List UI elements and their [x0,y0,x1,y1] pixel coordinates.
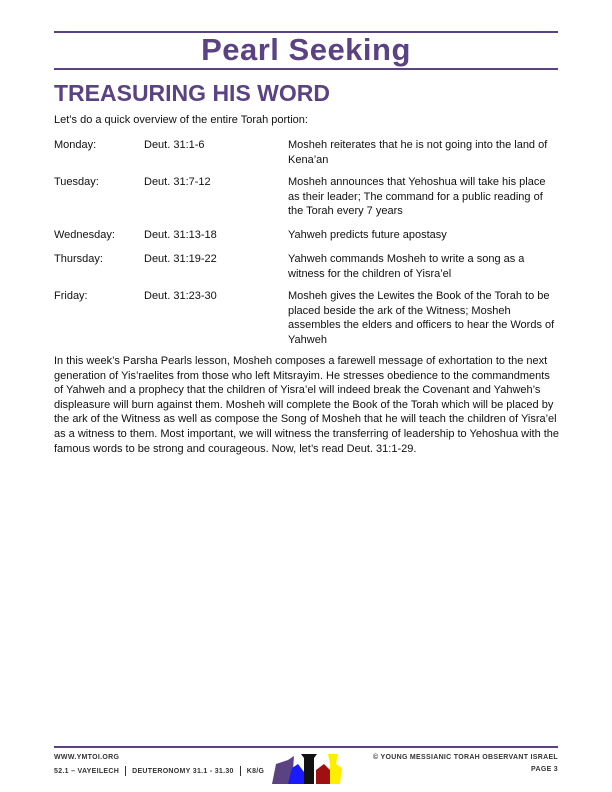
day: Thursday: [54,253,103,265]
page-title: Pearl Seeking [201,32,411,67]
description: Yahweh predicts future apostasy [288,229,447,241]
intro-text: Let’s do a quick overview of the entire Torah portion: [54,114,308,126]
description: Yahweh commands Mosheh to write a song as a witness for the children of Yisra’el [288,253,525,280]
day: Monday: [54,139,97,151]
reference: Deut. 31:23-30 [144,290,217,302]
footer-info [54,766,264,776]
reference: Deut. 31:7-12 [144,176,211,188]
description: Mosheh reiterates that he is not going into the land of Kena’an [288,139,548,166]
description: Mosheh gives the Lewites the Book of the Torah to be placed beside the ark of the Witness; Mosheh assembles the elders and officers to hear the Words of Yahweh [288,290,555,346]
footer-page: PAGE 3 [531,766,558,773]
lesson-paragraph: In this week’s Parsha Pearls lesson, Mosheh composes a farewell message of exhortation to the next generation of Yis’raelites from those who left Mitsrayim. He stresses obedience to the commandments of Yahweh and a prophecy that the children of Yisra’el will indeed break the Covenant and Yahweh’s displeasure will burn against them. Mosheh will complete the Book of the Torah which will be placed by the ark of the Witness as well as compose the Song of Mosheh that he will teach the children of Yisra’el as a witness to them. Most important, we will witness the transferring of leadership to Yehoshua with the famous words to be strong and courageous. Now, let’s read Deut. 31:1-29. [54,355,560,455]
schedule-row [54,138,558,167]
footer-parsha: 52.1 – VAYEILECH [54,767,120,775]
footer-copyright: © YOUNG MESSIANIC TORAH OBSERVANT ISRAEL [372,754,558,761]
ymtoi-logo-icon [268,750,348,784]
section-heading: TREASURING HIS WORD [54,80,330,106]
footer-level: K8/G [246,767,265,775]
reference: Deut. 31:1-6 [144,139,205,151]
day: Tuesday: [54,176,99,188]
footer-website: WWW.YMTOI.ORG [54,754,120,761]
footer-rule [54,746,558,748]
divider [240,766,241,776]
reference: Deut. 31:13-18 [144,229,217,241]
footer-book: DEUTERONOMY 31.1 - 31.30 [132,767,234,775]
description: Mosheh announces that Yehoshua will take his place as their leader; The command for a public reading of the Torah every 7 years [288,176,546,217]
reference: Deut. 31:19-22 [144,253,217,265]
day: Wednesday: [54,229,115,241]
schedule-row [54,175,558,219]
divider [125,766,126,776]
title-rule [54,68,558,70]
schedule-row [54,289,558,347]
day: Friday: [54,290,88,302]
schedule-row [54,252,558,281]
schedule-row [54,228,558,243]
